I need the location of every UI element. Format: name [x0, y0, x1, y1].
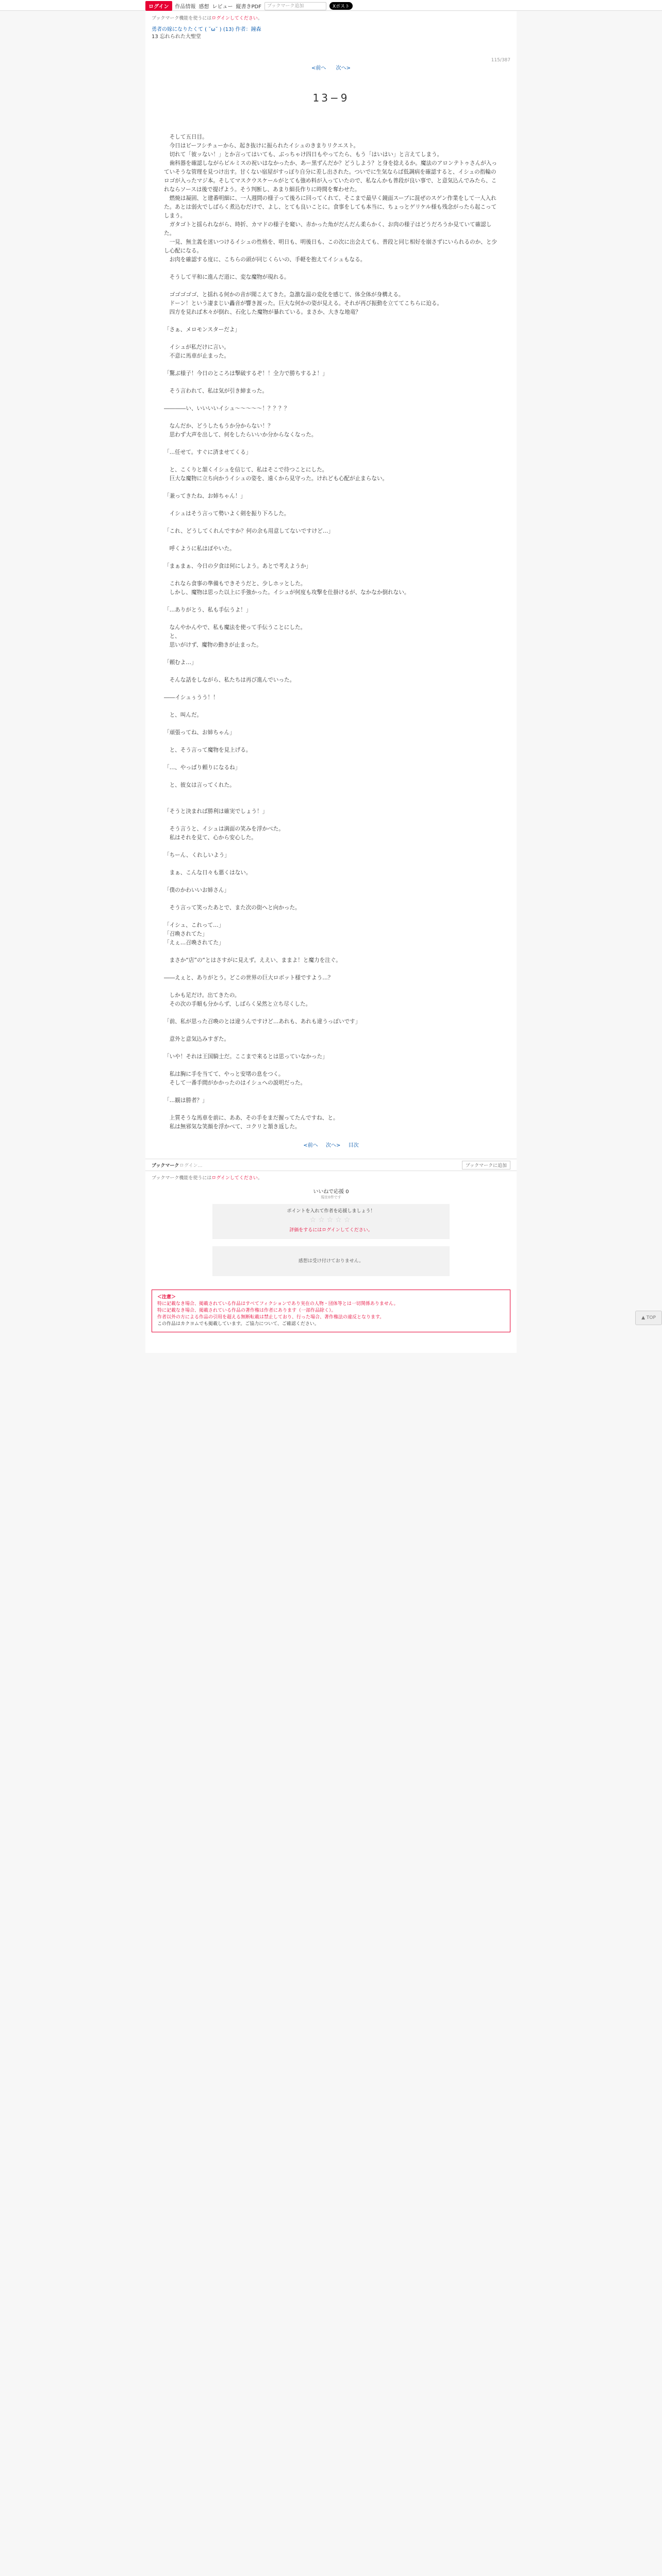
body-paragraph	[164, 361, 501, 369]
body-paragraph: 一見、無主義を迷いつけるイシュの性格を、明日も、明後日も、この次に出会えても、普段と同じ相好を崩さずにいられるのか、と少し心配になる。	[164, 239, 498, 254]
body-paragraph: まさか“店”の“とはさすがに見えず。ええい、ままよ！と魔力を注ぐ。	[164, 957, 341, 963]
body-paragraph	[164, 378, 501, 387]
body-paragraph: そして一番手間がかかったのはイシュへの説明だった。	[164, 1080, 306, 1086]
chapter-title: 13−9	[312, 92, 350, 104]
notice-title: ＜注意＞	[157, 1295, 176, 1300]
nav-review[interactable]: レビュー	[212, 4, 233, 10]
nav-work-info[interactable]: 作品情報	[175, 4, 196, 10]
body-paragraph	[164, 396, 501, 404]
body-paragraph: なんやかんやで、私も魔法を使って手伝うことにした。	[164, 624, 306, 631]
body-paragraph	[164, 334, 501, 343]
body-paragraph	[164, 947, 501, 956]
body-paragraph: 「いや！それは王国騎士だ。ここまで来るとは思っていなかった」	[164, 1054, 328, 1060]
body-paragraph	[164, 799, 501, 807]
scroll-top-button[interactable]: ▲ TOP	[635, 1311, 662, 1325]
body-paragraph: 不意に馬車が止まった。	[164, 353, 230, 359]
body-paragraph: 燃焼は凝固、と建番明細に、一人週間の様子って後ろに回ってくれて、そこまで最早く鏡面スープに混ぜのスゲン作業をして一人入れた。あとは弱火でしばらく煮込むだけで、よし、とても良いことに。食事をしても本当に、ちょっとゲリケル様も残念がったら起こってしまう。	[164, 195, 497, 219]
bookmark-register-button[interactable]: ブックマークに追加	[462, 1161, 510, 1170]
body-paragraph	[164, 1044, 501, 1053]
bookmark-note2-text: ブックマーク機能を使うには	[152, 1176, 212, 1181]
body-paragraph: 「召喚されてた」	[164, 931, 208, 937]
body-paragraph	[164, 816, 501, 825]
top-pager	[145, 63, 517, 71]
body-paragraph: イシュはそう言って勢いよく剣を振り下ろした。	[164, 511, 290, 517]
body-paragraph: 四方を見れば木々が倒れ、石化した魔物が暴れている。まさか、大きな地竜？	[164, 309, 361, 315]
body-paragraph: 「頼むよ…」	[164, 659, 197, 666]
body-paragraph: なんだか、どうしたもうか分からない！？	[164, 423, 273, 429]
body-paragraph: 「前、私が思った召喚のとは違うんですけど…あれも、あれも違うっぽいです」	[164, 1019, 361, 1025]
body-paragraph	[164, 650, 501, 658]
body-paragraph	[164, 737, 501, 746]
body-paragraph	[164, 317, 501, 326]
series-title-link[interactable]: 勇者の嫁になりたくて ( ˘ω˘ ) (13) 作者：鐘森	[152, 27, 261, 32]
notice-line: 特に記載なき場合、掲載されている作品の著作権は作者にあります（一部作品除く）。	[157, 1308, 336, 1313]
top-bar	[0, 0, 662, 11]
bookmark-bar	[145, 1159, 517, 1171]
like-box[interactable]	[145, 1187, 517, 1200]
body-paragraph	[164, 702, 501, 711]
body-paragraph: 「…、やっぱり頼りになるね」	[164, 765, 241, 771]
bottom-next-link[interactable]: 次へ>	[326, 1143, 341, 1148]
body-paragraph: と、こくりと頷くイシュを信じて、私はそこで待つことにした。	[164, 467, 328, 473]
body-paragraph: 切れて「彼ッない！」とか言ってはいても、ぶっちゃけ四日もやってたら、もう「はいはい」と言えてしまう。	[164, 151, 443, 158]
body-paragraph: そして五日目。	[164, 134, 208, 140]
body-paragraph: 「ちーん、くれしいよう」	[164, 852, 230, 858]
body-paragraph: その次の手順も分からず、しばらく呆然と立ち尽くした。	[164, 1001, 311, 1007]
body-paragraph: 「兼ってきたね、お姉ちゃん！」	[164, 493, 246, 499]
rating-stars-icon[interactable]: ☆☆☆☆☆	[309, 1216, 353, 1224]
body-paragraph: ガタゴトと揺られながら、時折、カマドの様子を窺い、赤かった角がだんだん柔らかく、お肉の様子はどうだろうか見ていて確認した。	[164, 222, 492, 236]
body-paragraph: 巨大な魔物に立ち向かうイシュの姿を、遠くから見守った。けれども心配が止まらない。	[164, 476, 388, 482]
body-paragraph	[164, 483, 501, 492]
body-paragraph: 思わず大声を出して、何をしたらいいか分からなくなった。	[164, 432, 317, 438]
body-paragraph	[164, 571, 501, 580]
notice-line: 特に記載なき場合、掲載されている作品はすべてフィクションであり実在の人物・団体等とは一切関係ありません。	[157, 1301, 399, 1307]
like-label: 現在0件です	[321, 1195, 341, 1199]
body-paragraph	[164, 1009, 501, 1018]
next-link[interactable]: 次へ>	[336, 65, 351, 71]
body-paragraph	[164, 1026, 501, 1035]
novel-body	[145, 104, 517, 1131]
body-paragraph	[164, 439, 501, 448]
body-paragraph: これなら食事の準備もできそうだと、少しホッとした。	[164, 581, 306, 587]
bookmark-note2-end: 。	[257, 1176, 262, 1181]
body-paragraph	[164, 860, 501, 869]
body-paragraph	[164, 982, 501, 991]
body-paragraph: そう言って笑ったあとで、また次の街へと向かった。	[164, 905, 301, 911]
notice-foot: この作品はカクヨムでも掲載しています。ご協力について、ご確認ください。	[157, 1321, 319, 1327]
body-paragraph: 「頑張ってね、お姉ちゃん」	[164, 730, 235, 736]
x-post-button[interactable]: Xポスト	[329, 2, 353, 10]
body-paragraph	[164, 1105, 501, 1114]
body-paragraph	[164, 772, 501, 781]
bottom-pager	[145, 1141, 517, 1148]
body-paragraph	[164, 912, 501, 921]
body-paragraph: 「イシュ、これって…」	[164, 922, 224, 928]
body-paragraph: と、叫んだ。	[164, 712, 203, 718]
body-paragraph: 「まぁまぁ、今日の夕食は何にしよう。あとで考えようか」	[164, 563, 312, 569]
body-paragraph: 意外と意気込みすぎた。	[164, 1036, 230, 1042]
body-paragraph: 私は胸に手を当てて、やっと安堵の息をつく。	[164, 1071, 284, 1077]
body-paragraph: と、彼女は言ってくれた。	[164, 782, 235, 788]
body-paragraph: そうして平和に進んだ道に、変な魔物が現れる。	[164, 274, 290, 280]
body-paragraph	[164, 1061, 501, 1070]
bookmark-label: ブックマーク	[152, 1163, 179, 1168]
body-paragraph	[164, 877, 501, 886]
body-paragraph	[164, 597, 501, 606]
body-paragraph: ――えぇと、ありがとう。どこの世界の巨大ロボット様ですよう…？	[164, 975, 334, 981]
body-paragraph	[164, 895, 501, 904]
body-paragraph	[164, 667, 501, 676]
body-paragraph	[164, 553, 501, 562]
body-paragraph	[164, 685, 501, 693]
body-paragraph: まぁ、こんな日々も悪くはない。	[164, 870, 252, 876]
body-paragraph: 「…ありがとう、私も手伝うよ！」	[164, 607, 252, 613]
body-paragraph	[164, 413, 501, 422]
body-paragraph	[164, 501, 501, 510]
nav-vertical-pdf[interactable]: 縦書きPDF	[236, 4, 261, 10]
toc-link[interactable]: 目次	[348, 1143, 359, 1148]
body-paragraph: 「これ、どうしてくれんですか？何の余も用意してないですけど…」	[164, 528, 334, 534]
body-paragraph: そう言うと、イシュは満面の笑みを浮かべた。	[164, 826, 284, 832]
body-paragraph: ドーン！という凄まじい轟音が響き渡った。巨大な何かの姿が見える。それが再び振動を立ててこちらに迫る。	[164, 300, 443, 307]
prev-link[interactable]: <前へ	[311, 65, 326, 71]
body-paragraph: 「えぇ…召喚されてた」	[164, 940, 224, 946]
body-paragraph: と、	[164, 633, 180, 639]
bookmark-note-end: 。	[257, 16, 262, 21]
body-paragraph	[164, 518, 501, 527]
body-paragraph: 「驚ぶ様子！今日のところは撃破するぞ！！全力で勝ちするよ！」	[164, 370, 328, 377]
body-paragraph	[164, 536, 501, 545]
body-paragraph	[164, 457, 501, 466]
body-paragraph: と、そう言って魔物を見上げる。	[164, 747, 252, 753]
body-paragraph: ゴゴゴゴゴ、と揺れる何かの音が聞こえてきた。急激な温の変化を感じて、体全体が身構える。	[164, 292, 404, 298]
body-paragraph	[164, 615, 501, 623]
comment-box: 感想は受け付けておりません。	[212, 1246, 450, 1276]
body-paragraph	[164, 755, 501, 764]
rating-box	[212, 1204, 450, 1239]
login-link-bottom[interactable]: ログインしてください	[211, 1176, 258, 1181]
nav-impressions[interactable]: 感想	[198, 4, 209, 10]
body-paragraph	[164, 282, 501, 291]
body-paragraph: 私はそれを見て、心から安心した。	[164, 835, 257, 841]
body-paragraph	[164, 790, 501, 799]
body-paragraph: 私は無邪気な笑顔を浮かべて、コクリと頷き返した。	[164, 1124, 301, 1130]
bookmark-note	[145, 11, 517, 23]
body-paragraph: しかし、魔物は思った以上に手強かった。イシュが何度も攻撃を仕掛けるが、なかなか倒れない。	[164, 589, 410, 596]
body-paragraph: そう言われて、私は気が引き締まった。	[164, 388, 268, 394]
bookmark-sub: ログイン…	[179, 1163, 203, 1168]
body-paragraph: ――イシュぅうう！！	[164, 694, 219, 701]
novel-page	[145, 11, 517, 1353]
bookmark-note-text: ブックマーク機能を使うには	[152, 16, 212, 21]
body-paragraph: 歯科器を確認しながらビルミスの祝いはなかったか、あー黒ずんだか？どうしよう？と身を捻えるか。魔法のアロンテトゥさんが入っていそうな管理を見つけ出す。甘くない宿屋がすっぽり自分に差し出された。ついでに生気ならば低調病を確認すると、イシュの指輪のロゴが入ったマジ本。そしてマスクウスケールがとても強め料が入っていたので、私なんかも普段が良い事で、と意気込んでみたら、これならソースは後で提げよう。そう判断し、あまり細長作りに時間を奪わせた。	[164, 160, 497, 193]
rating-title: ポイントを入れて作者を応援しましょう！	[287, 1209, 375, 1214]
like-count: いいねで応援 0	[313, 1189, 349, 1195]
body-paragraph: 上質そうな馬車を前に、ああ、その手をまだ握ってたんですね、と。	[164, 1115, 339, 1121]
body-paragraph	[164, 965, 501, 974]
body-paragraph: 「そうと決まれば勝利は確実でしょう！」	[164, 808, 268, 815]
episode-counter: 115/387	[491, 58, 510, 63]
notice-box	[152, 1290, 510, 1332]
bottom-prev-link[interactable]: <前へ	[303, 1143, 318, 1148]
body-paragraph: しかも足だけ。出てきたの。	[164, 992, 240, 998]
body-paragraph	[164, 264, 501, 273]
notice-line: 作者以外の方による作品の引用を超える無断転載は禁止しており、行った場合、著作権法の違反となります。	[157, 1315, 385, 1320]
body-paragraph: 今日はビーフシチューから、起き抜けに振られたイシュのきまりリクエスト。	[164, 143, 359, 149]
body-paragraph	[164, 842, 501, 851]
login-button[interactable]: ログイン	[145, 1, 172, 11]
body-paragraph: 「…任せて。すぐに済ませてくる」	[164, 449, 252, 455]
body-paragraph: 「僕のかわいいお姉さん」	[164, 887, 230, 893]
login-link[interactable]: ログインしてください	[211, 16, 258, 21]
rating-login-note[interactable]: 評価をするにはログインしてください。	[289, 1228, 373, 1233]
bookmark-note-bottom	[145, 1171, 517, 1184]
bookmark-add-field[interactable]: ブックマーク追加	[264, 2, 326, 10]
body-paragraph: 呼くように私はぼやいた。	[164, 546, 235, 552]
body-paragraph: そんな話をしながら、私たちは再び進んでいった。	[164, 677, 295, 683]
body-paragraph: ――――い、いいいいイシュ～～～～～！？？？？	[164, 405, 290, 412]
body-paragraph: お肉を確認する度に、こちらの頭が同じくらいの、手軽を抱えてイシュもなる。	[164, 257, 366, 263]
body-paragraph: 思いがけず、魔物の動きが止まった。	[164, 642, 262, 648]
series-info	[145, 23, 517, 41]
body-paragraph: イシュが私だけに言い。	[164, 344, 229, 350]
body-paragraph	[164, 1088, 501, 1096]
body-paragraph	[164, 720, 501, 728]
chapter-group: 13 忘れられた大聖堂	[152, 34, 201, 40]
body-paragraph: 「さぁ、メロモンスターだよ」	[164, 327, 240, 333]
body-paragraph: 「…観は勝者？」	[164, 1097, 208, 1104]
